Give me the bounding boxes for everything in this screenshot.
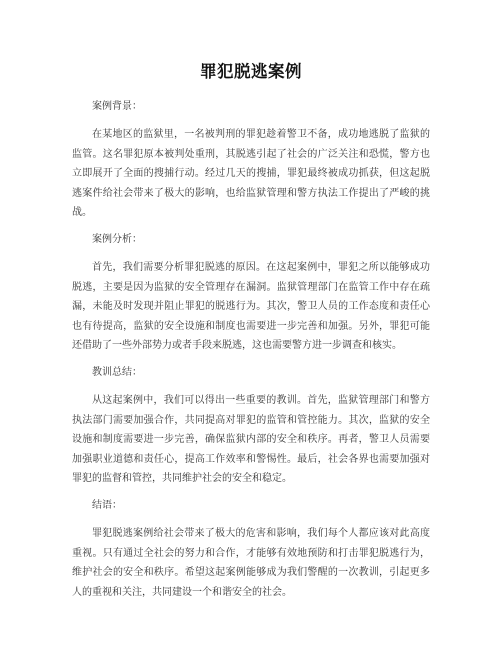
document-body <box>72 99 430 602</box>
section-label-background: 案例背景： <box>92 101 142 112</box>
section-analysis <box>72 232 430 365</box>
section-label-analysis: 案例分析： <box>92 233 142 245</box>
section-background <box>72 99 430 232</box>
section-text-conclusion: 罪犯脱逃案例给社会带来了极大的危害和影响，我们每个人都应该对此高度重视。只有通过全社会的努力和合作，才能够有效地预防和打击罪犯脱逃行为，维护社会的安全和秩序。希望这起案例能够成为我们警醒的一次教训，引起更多人的重视和关注，共同建设一个和谐安全的社会。 <box>72 527 430 598</box>
section-lessons <box>72 365 430 498</box>
section-conclusion <box>72 498 430 602</box>
page-title: 罪犯脱逃案例 <box>200 62 302 81</box>
section-label-conclusion: 结语： <box>92 499 122 511</box>
section-text-analysis: 首先，我们需要分析罪犯脱逃的原因。在这起案例中，罪犯之所以能够成功脱逃，主要是因为监狱的安全管理存在漏洞。监狱管理部门在监管工作中存在疏漏，未能及时发现并阻止罪犯的脱逃行为。其次，警卫人员的工作态度和责任心也有待提高，监狱的安全设施和制度也需要进一步完善和加强。另外，罪犯可能还借助了一些外部势力或者手段来脱逃，这也需要警方进一步调查和核实。 <box>72 261 430 352</box>
section-label-lessons: 教训总结： <box>92 366 142 378</box>
section-text-lessons: 从这起案例中，我们可以得出一些重要的教训。首先，监狱管理部门和警方执法部门需要加强合作，共同提高对罪犯的监管和管控能力。其次，监狱的安全设施和制度需要进一步完善，确保监狱内部的安全和秩序。再者，警卫人员需要加强职业道德和责任心，提高工作效率和警惕性。最后，社会各界也需要加强对罪犯的监督和管控，共同维护社会的安全和稳定。 <box>72 394 430 485</box>
section-text-background: 在某地区的监狱里，一名被判刑的罪犯趁着警卫不备，成功地逃脱了监狱的监管。这名罪犯原本被判处重刑，其脱逃引起了社会的广泛关注和恐慌，警方也立即展开了全面的搜捕行动。经过几天的搜捕，罪犯最终被成功抓获，但这起脱逃案件给社会带来了极大的影响，也给监狱管理和警方执法工作提出了严峻的挑战。 <box>72 129 430 219</box>
